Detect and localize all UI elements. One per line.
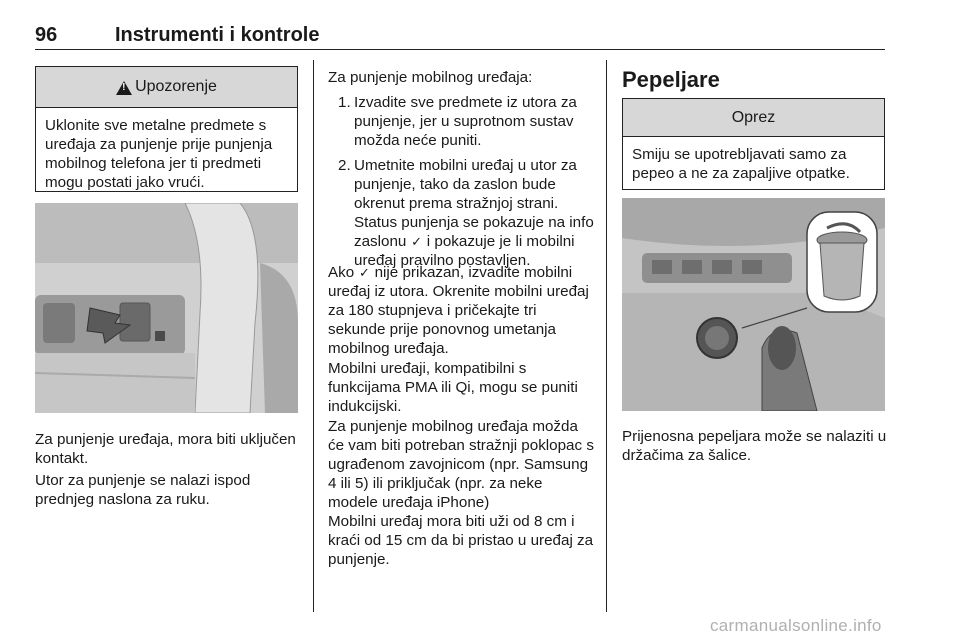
slot-location-paragraph: Utor za punjenje se nalazi ispod prednjeg naslona za ruku. bbox=[35, 472, 251, 508]
chapter-title: Instrumenti i kontrole bbox=[115, 24, 320, 46]
page-header bbox=[35, 24, 885, 52]
step-number: 1. bbox=[338, 94, 351, 111]
list-item bbox=[328, 93, 594, 150]
reorient-paragraph bbox=[328, 263, 596, 358]
caution-box bbox=[622, 98, 885, 190]
charging-steps bbox=[328, 93, 594, 276]
charging-status-icon: ✓ bbox=[358, 265, 370, 280]
page-number: 96 bbox=[35, 24, 58, 46]
warning-box bbox=[35, 66, 298, 192]
ashtray-photo bbox=[622, 198, 885, 411]
reorient-text-start: Ako bbox=[328, 264, 359, 281]
column-divider-2 bbox=[606, 60, 607, 612]
compatibility-paragraph: Mobilni uređaji, kompatibilni s funkcijama PMA ili Qi, mogu se puniti indukcijski. bbox=[328, 360, 578, 415]
ignition-paragraph: Za punjenje uređaja, mora biti uključen kontakt. bbox=[35, 431, 296, 467]
step-text: Izvadite sve predmete iz utora za punjenje, jer u suprotnom sustav možda neće puniti. bbox=[354, 94, 577, 149]
charging-status-icon: ✓ bbox=[411, 234, 423, 249]
list-item bbox=[328, 156, 594, 270]
step-text-start: Umetnite mobilni uređaj u utor za punjenje, tako da zaslon bude okrenut prema stražnjoj strani. Status punjenja se pokazuje na info zaslonu bbox=[354, 157, 594, 250]
reorient-text-end: nije prikazan, izvadite mobilni uređaj iz utora. Okrenite mobilni uređaj za 180 stupnjeva i pričekajte tri sekunde prije ponovnog umetanja mobilnog uređaja. bbox=[328, 264, 589, 357]
back-cover-paragraph: Za punjenje mobilnog uređaja možda će vam biti potreban stražnji poklopac s ugrađenom zavojnicom (npr. Samsung 4 ili 5) ili priključak (npr. za neke modele uređaja iPhone) bbox=[328, 418, 594, 511]
charging-slot-photo bbox=[35, 203, 298, 413]
header-rule bbox=[35, 49, 885, 50]
step-text-end: i pokazuje je li mobilni uređaj pravilno postavljen. bbox=[354, 233, 575, 269]
step-number: 2. bbox=[338, 157, 351, 174]
warning-box-header bbox=[36, 67, 297, 108]
watermark: carmanualsonline.info bbox=[710, 616, 882, 635]
section-title: Pepeljare bbox=[622, 67, 720, 92]
caution-title: Oprez bbox=[731, 108, 776, 126]
caution-text: Smiju se upotrebljavati samo za pepeo a ne za zapaljive otpatke. bbox=[632, 146, 850, 182]
warning-title: Upozorenje bbox=[135, 78, 217, 95]
size-paragraph: Mobilni uređaj mora biti uži od 8 cm i kraći od 15 cm da bi pristao u uređaj za punjenje. bbox=[328, 513, 594, 568]
charging-intro: Za punjenje mobilnog uređaja: bbox=[328, 69, 533, 86]
warning-triangle-icon bbox=[116, 81, 132, 95]
caution-box-header bbox=[623, 99, 884, 137]
column-divider-1 bbox=[313, 60, 314, 612]
ashtray-paragraph: Prijenosna pepeljara može se nalaziti u držačima za šalice. bbox=[622, 428, 887, 464]
warning-text: Uklonite sve metalne predmete s uređaja za punjenje prije punjenja mobilnog telefona jer ti predmeti mogu postati jako vrući. bbox=[45, 117, 273, 191]
